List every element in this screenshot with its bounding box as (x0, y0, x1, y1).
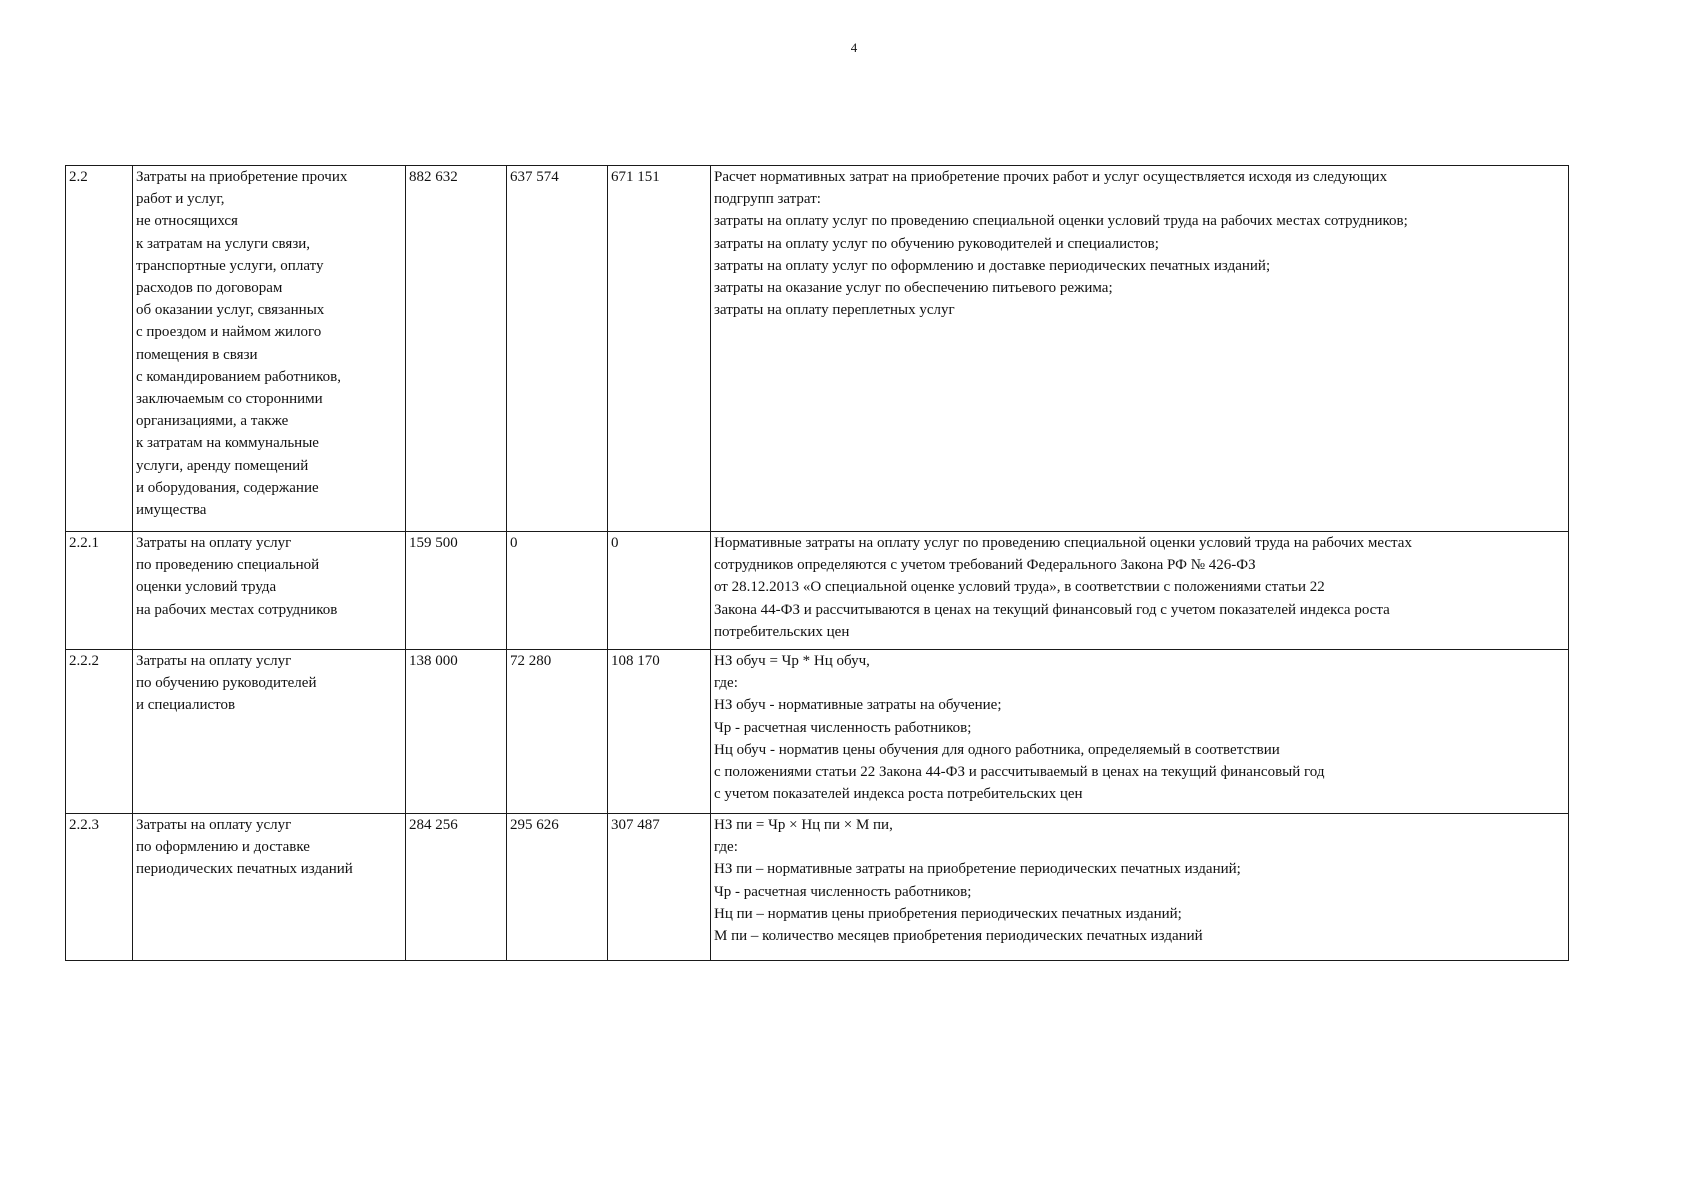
name-line: расходов по договорам (136, 280, 283, 297)
desc-line: сотрудников определяются с учетом требований Федерального Закона РФ № 426-ФЗ (714, 557, 1256, 574)
table-row (66, 166, 1569, 532)
row-name-cell (133, 532, 406, 650)
name-line: имущества (136, 502, 207, 519)
value2-cell (507, 532, 608, 650)
desc-line: подгрупп затрат: (714, 191, 821, 208)
table-row (66, 532, 1569, 650)
desc-line: от 28.12.2013 «О специальной оценке условий труда», в соответствии с положениями статьи 22 (714, 579, 1325, 596)
desc-line: затраты на оплату переплетных услуг (714, 302, 955, 319)
desc-line: с учетом показателей индекса роста потребительских цен (714, 786, 1083, 803)
value1-cell (406, 814, 507, 961)
value1-cell (406, 166, 507, 532)
value2: 637 574 (510, 169, 559, 185)
desc-line: где: (714, 839, 738, 856)
row-description-cell (711, 166, 1569, 532)
value3: 0 (611, 535, 619, 551)
name-line: и специалистов (136, 697, 236, 714)
name-line: заключаемым со сторонними (136, 391, 323, 408)
value1: 882 632 (409, 169, 458, 185)
name-line: оценки условий труда (136, 579, 277, 596)
value2: 72 280 (510, 653, 552, 669)
row-code: 2.2.2 (69, 653, 99, 669)
desc-line: М пи – количество месяцев приобретения периодических печатных изданий (714, 928, 1203, 945)
value1: 138 000 (409, 653, 458, 669)
name-line: услуги, аренду помещений (136, 457, 309, 474)
row-name-cell (133, 650, 406, 814)
table-row (66, 814, 1569, 961)
desc-line: Закона 44-ФЗ и рассчитываются в ценах на текущий финансовый год с учетом показателей индекса роста (714, 601, 1390, 618)
value3: 108 170 (611, 653, 660, 669)
name-line: Затраты на приобретение прочих (136, 169, 348, 185)
name-line: организациями, а также (136, 413, 289, 430)
row-description-cell (711, 814, 1569, 961)
name-line: к затратам на услуги связи, (136, 235, 311, 252)
name-line: транспортные услуги, оплату (136, 257, 324, 274)
row-code-cell (66, 650, 133, 814)
desc-line: с положениями статьи 22 Закона 44-ФЗ и рассчитываемый в ценах на текущий финансовый год (714, 764, 1325, 781)
row-code: 2.2 (69, 169, 88, 185)
value1: 159 500 (409, 535, 458, 551)
value3-cell (608, 814, 711, 961)
name-line: об оказании услуг, связанных (136, 302, 325, 319)
name-line: по обучению руководителей (136, 675, 317, 692)
row-name-cell (133, 166, 406, 532)
value2-cell (507, 650, 608, 814)
value1-cell (406, 650, 507, 814)
name-line: с командированием работников, (136, 368, 341, 385)
desc-line: НЗ пи = Чр × Нц пи × М пи, (714, 817, 893, 833)
row-code-cell (66, 532, 133, 650)
value3: 307 487 (611, 817, 660, 833)
desc-line: затраты на оказание услуг по обеспечению питьевого режима; (714, 280, 1113, 297)
name-line: Затраты на оплату услуг (136, 535, 292, 551)
value3-cell (608, 532, 711, 650)
desc-line: Нц пи – норматив цены приобретения периодических печатных изданий; (714, 905, 1182, 922)
page-number: 4 (850, 40, 858, 55)
desc-line: Расчет нормативных затрат на приобретение прочих работ и услуг осуществляется исходя из следующих (714, 169, 1388, 185)
value2-cell (507, 166, 608, 532)
name-line: с проездом и наймом жилого (136, 324, 322, 341)
desc-line: затраты на оплату услуг по оформлению и доставке периодических печатных изданий; (714, 257, 1271, 274)
desc-line: потребительских цен (714, 623, 850, 640)
name-line: работ и услуг, (136, 191, 225, 208)
row-code: 2.2.3 (69, 817, 99, 833)
value2: 295 626 (510, 817, 559, 833)
cost-table (65, 165, 1569, 961)
desc-line: НЗ обуч = Чр * Нц обуч, (714, 653, 870, 669)
name-line: к затратам на коммунальные (136, 435, 319, 452)
desc-line: Чр - расчетная численность работников; (714, 883, 972, 900)
value2: 0 (510, 535, 518, 551)
row-description-cell (711, 532, 1569, 650)
value3-cell (608, 166, 711, 532)
desc-line: где: (714, 675, 738, 692)
desc-line: Нц обуч - норматив цены обучения для одного работника, определяемый в соответствии (714, 741, 1280, 758)
desc-line: НЗ пи – нормативные затраты на приобретение периодических печатных изданий; (714, 861, 1241, 878)
value3: 671 151 (611, 169, 660, 185)
desc-line: затраты на оплату услуг по обучению руководителей и специалистов; (714, 235, 1159, 252)
desc-line: Чр - расчетная численность работников; (714, 719, 972, 736)
row-name-cell (133, 814, 406, 961)
row-code-cell (66, 166, 133, 532)
row-description-cell (711, 650, 1569, 814)
desc-line: Нормативные затраты на оплату услуг по проведению специальной оценки условий труда на рабочих местах (714, 535, 1412, 551)
desc-line: затраты на оплату услуг по проведению специальной оценки условий труда на рабочих местах сотрудников; (714, 213, 1408, 230)
row-code-cell (66, 814, 133, 961)
name-line: Затраты на оплату услуг (136, 817, 292, 833)
value2-cell (507, 814, 608, 961)
table-row (66, 650, 1569, 814)
name-line: и оборудования, содержание (136, 479, 319, 496)
name-line: помещения в связи (136, 346, 258, 363)
name-line: по проведению специальной (136, 557, 320, 574)
value3-cell (608, 650, 711, 814)
name-line: не относящихся (136, 213, 238, 230)
value1-cell (406, 532, 507, 650)
value1: 284 256 (409, 817, 458, 833)
name-line: Затраты на оплату услуг (136, 653, 292, 669)
desc-line: НЗ обуч - нормативные затраты на обучение; (714, 697, 1002, 714)
name-line: по оформлению и доставке (136, 839, 310, 856)
row-code: 2.2.1 (69, 535, 99, 551)
name-line: периодических печатных изданий (136, 861, 353, 878)
name-line: на рабочих местах сотрудников (136, 601, 338, 618)
